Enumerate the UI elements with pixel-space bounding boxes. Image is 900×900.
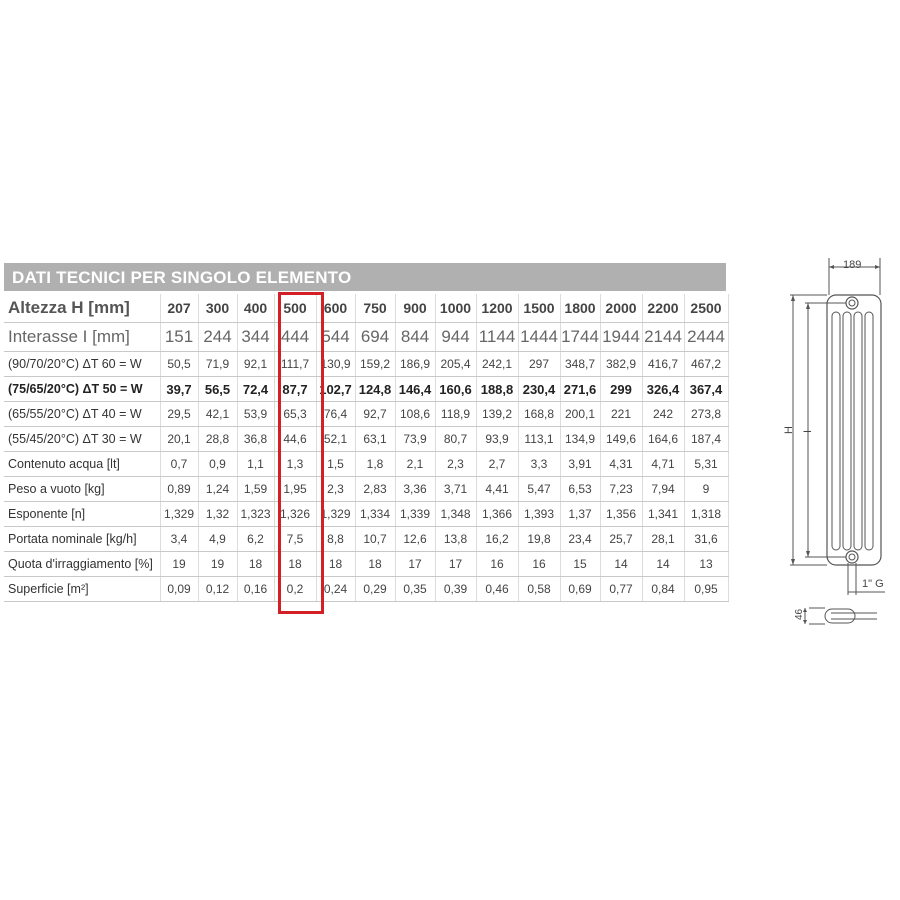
row-label: (55/45/20°C) ΔT 30 = W: [4, 427, 160, 452]
table-cell: 1,32: [198, 502, 237, 527]
table-row: [4, 402, 728, 427]
table-cell: 2144: [642, 323, 684, 352]
table-cell: 151: [160, 323, 198, 352]
table-cell: 118,9: [435, 402, 476, 427]
table-cell: 92,7: [355, 402, 395, 427]
table-cell: 4,31: [600, 452, 642, 477]
table-cell: 1944: [600, 323, 642, 352]
table-cell: 944: [435, 323, 476, 352]
table-cell: 2,3: [316, 477, 355, 502]
table-cell: 3,36: [395, 477, 435, 502]
table-row: [4, 352, 728, 377]
table-cell: 4,71: [642, 452, 684, 477]
table-cell: 17: [435, 552, 476, 577]
column-header: 750: [355, 294, 395, 323]
table-cell: 186,9: [395, 352, 435, 377]
table-cell: 344: [237, 323, 274, 352]
table-cell: 16,2: [476, 527, 518, 552]
table-row: [4, 427, 728, 452]
table-cell: 5,47: [518, 477, 560, 502]
table-cell: 25,7: [600, 527, 642, 552]
table-cell: 76,4: [316, 402, 355, 427]
table-cell: 1,8: [355, 452, 395, 477]
table-cell: 160,6: [435, 377, 476, 402]
table-cell: 299: [600, 377, 642, 402]
table-cell: 188,8: [476, 377, 518, 402]
table-row: [4, 552, 728, 577]
table-cell: 1,329: [160, 502, 198, 527]
table-cell: 382,9: [600, 352, 642, 377]
table-cell: 3,91: [560, 452, 600, 477]
column-header: 500: [274, 294, 316, 323]
row-label: Peso a vuoto [kg]: [4, 477, 160, 502]
table-cell: 242,1: [476, 352, 518, 377]
table-cell: 92,1: [237, 352, 274, 377]
table-cell: 13,8: [435, 527, 476, 552]
column-header: 600: [316, 294, 355, 323]
table-cell: 7,94: [642, 477, 684, 502]
table-row: [4, 577, 728, 602]
table-cell: 0,39: [435, 577, 476, 602]
row-label: (65/55/20°C) ΔT 40 = W: [4, 402, 160, 427]
table-cell: 19: [198, 552, 237, 577]
column-header: 900: [395, 294, 435, 323]
row-label: (75/65/20°C) ΔT 50 = W: [4, 377, 160, 402]
table-cell: 416,7: [642, 352, 684, 377]
table-cell: 50,5: [160, 352, 198, 377]
table-cell: 14: [642, 552, 684, 577]
table-cell: 65,3: [274, 402, 316, 427]
table-cell: 1444: [518, 323, 560, 352]
column-header: 400: [237, 294, 274, 323]
table-cell: 102,7: [316, 377, 355, 402]
table-cell: 1,323: [237, 502, 274, 527]
table-cell: 53,9: [237, 402, 274, 427]
table-cell: 844: [395, 323, 435, 352]
table-cell: 1744: [560, 323, 600, 352]
table-cell: 2,1: [395, 452, 435, 477]
table-cell: 17: [395, 552, 435, 577]
table-cell: 139,2: [476, 402, 518, 427]
table-cell: 2,7: [476, 452, 518, 477]
table-cell: 71,9: [198, 352, 237, 377]
column-header: 300: [198, 294, 237, 323]
table-cell: 73,9: [395, 427, 435, 452]
row-label: Portata nominale [kg/h]: [4, 527, 160, 552]
table-cell: 2,83: [355, 477, 395, 502]
table-cell: 1,326: [274, 502, 316, 527]
table-row: [4, 477, 728, 502]
table-cell: 1,5: [316, 452, 355, 477]
table-cell: 200,1: [560, 402, 600, 427]
table-cell: 29,5: [160, 402, 198, 427]
table-row: [4, 452, 728, 477]
table-cell: 1,393: [518, 502, 560, 527]
table-cell: 4,9: [198, 527, 237, 552]
table-cell: 2444: [684, 323, 728, 352]
table-cell: 1,334: [355, 502, 395, 527]
table-cell: 28,8: [198, 427, 237, 452]
table-cell: 6,53: [560, 477, 600, 502]
table-cell: 0,84: [642, 577, 684, 602]
table-cell: 113,1: [518, 427, 560, 452]
table-row: [4, 323, 728, 352]
table-cell: 15: [560, 552, 600, 577]
table-cell: 12,6: [395, 527, 435, 552]
table-cell: 1,37: [560, 502, 600, 527]
table-cell: 1144: [476, 323, 518, 352]
table-cell: 16: [518, 552, 560, 577]
table-cell: 56,5: [198, 377, 237, 402]
row-label: (90/70/20°C) ΔT 60 = W: [4, 352, 160, 377]
table-cell: 108,6: [395, 402, 435, 427]
table-cell: 63,1: [355, 427, 395, 452]
height-dimension-label: H: [783, 426, 795, 434]
table-row: [4, 377, 728, 402]
column-header: 1800: [560, 294, 600, 323]
table-cell: 5,31: [684, 452, 728, 477]
row-label: Interasse I [mm]: [4, 323, 160, 352]
table-cell: 1,348: [435, 502, 476, 527]
table-cell: 0,24: [316, 577, 355, 602]
table-cell: 326,4: [642, 377, 684, 402]
table-cell: 18: [316, 552, 355, 577]
table-cell: 7,5: [274, 527, 316, 552]
table-cell: 244: [198, 323, 237, 352]
table-cell: 0,69: [560, 577, 600, 602]
table-cell: 221: [600, 402, 642, 427]
table-cell: 31,6: [684, 527, 728, 552]
table-cell: 4,41: [476, 477, 518, 502]
table-cell: 19: [160, 552, 198, 577]
width-dimension-label: 189: [843, 259, 862, 271]
radiator-diagram: [765, 250, 890, 635]
table-cell: 1,318: [684, 502, 728, 527]
row-label: Altezza H [mm]: [4, 294, 160, 323]
table-cell: 1,3: [274, 452, 316, 477]
table-cell: 80,7: [435, 427, 476, 452]
table-cell: 28,1: [642, 527, 684, 552]
table-cell: 0,89: [160, 477, 198, 502]
column-header: 2500: [684, 294, 728, 323]
table-cell: 0,9: [198, 452, 237, 477]
table-cell: 444: [274, 323, 316, 352]
table-cell: 18: [274, 552, 316, 577]
row-label: Superficie [m²]: [4, 577, 160, 602]
table-cell: 149,6: [600, 427, 642, 452]
table-cell: 694: [355, 323, 395, 352]
table-title-bar: [4, 263, 726, 291]
table-cell: 20,1: [160, 427, 198, 452]
table-cell: 3,4: [160, 527, 198, 552]
table-cell: 1,329: [316, 502, 355, 527]
table-cell: 348,7: [560, 352, 600, 377]
table-cell: 72,4: [237, 377, 274, 402]
table-cell: 0,09: [160, 577, 198, 602]
highlighted-column-500: [278, 292, 324, 614]
connection-size-label: 1" G: [862, 578, 884, 590]
table-cell: 159,2: [355, 352, 395, 377]
column-header: 1000: [435, 294, 476, 323]
table-cell: 3,3: [518, 452, 560, 477]
table-cell: 0,95: [684, 577, 728, 602]
table-cell: 134,9: [560, 427, 600, 452]
table-cell: 19,8: [518, 527, 560, 552]
table-cell: 111,7: [274, 352, 316, 377]
row-label: Contenuto acqua [lt]: [4, 452, 160, 477]
table-cell: 271,6: [560, 377, 600, 402]
table-cell: 6,2: [237, 527, 274, 552]
table-cell: 1,24: [198, 477, 237, 502]
table-cell: 0,16: [237, 577, 274, 602]
table-cell: 367,4: [684, 377, 728, 402]
table-cell: 18: [355, 552, 395, 577]
table-cell: 168,8: [518, 402, 560, 427]
table-cell: 10,7: [355, 527, 395, 552]
table-cell: 1,1: [237, 452, 274, 477]
table-cell: 0,46: [476, 577, 518, 602]
table-cell: 124,8: [355, 377, 395, 402]
table-cell: 52,1: [316, 427, 355, 452]
table-cell: 1,339: [395, 502, 435, 527]
table-cell: 273,8: [684, 402, 728, 427]
table-cell: 42,1: [198, 402, 237, 427]
table-cell: 187,4: [684, 427, 728, 452]
row-label: Quota d'irraggiamento [%]: [4, 552, 160, 577]
table-cell: 1,356: [600, 502, 642, 527]
table-cell: 1,95: [274, 477, 316, 502]
table-cell: 1,341: [642, 502, 684, 527]
table-cell: 16: [476, 552, 518, 577]
table-cell: 0,58: [518, 577, 560, 602]
table-cell: 0,77: [600, 577, 642, 602]
table-cell: 1,366: [476, 502, 518, 527]
table-cell: 36,8: [237, 427, 274, 452]
table-cell: 297: [518, 352, 560, 377]
table-cell: 0,2: [274, 577, 316, 602]
column-header: 1200: [476, 294, 518, 323]
table-cell: 146,4: [395, 377, 435, 402]
table-cell: 93,9: [476, 427, 518, 452]
table-cell: 18: [237, 552, 274, 577]
table-cell: 3,71: [435, 477, 476, 502]
table-row: [4, 502, 728, 527]
table-cell: 467,2: [684, 352, 728, 377]
table-cell: 0,29: [355, 577, 395, 602]
center-distance-label: I: [802, 429, 814, 433]
table-cell: 7,23: [600, 477, 642, 502]
table-cell: 44,6: [274, 427, 316, 452]
table-cell: 14: [600, 552, 642, 577]
table-cell: 9: [684, 477, 728, 502]
column-header: 2000: [600, 294, 642, 323]
depth-dimension-label: 46: [794, 608, 805, 620]
table-cell: 242: [642, 402, 684, 427]
column-header: 1500: [518, 294, 560, 323]
table-cell: 2,3: [435, 452, 476, 477]
table-row: [4, 294, 728, 323]
table-cell: 205,4: [435, 352, 476, 377]
table-cell: 13: [684, 552, 728, 577]
table-cell: 164,6: [642, 427, 684, 452]
table-cell: 0,12: [198, 577, 237, 602]
table-cell: 0,35: [395, 577, 435, 602]
table-cell: 1,59: [237, 477, 274, 502]
column-header: 207: [160, 294, 198, 323]
table-cell: 39,7: [160, 377, 198, 402]
technical-data-table: [4, 294, 729, 602]
row-label: Esponente [n]: [4, 502, 160, 527]
table-cell: 230,4: [518, 377, 560, 402]
table-cell: 87,7: [274, 377, 316, 402]
table-cell: 0,7: [160, 452, 198, 477]
table-title: DATI TECNICI PER SINGOLO ELEMENTO: [12, 268, 352, 287]
table-cell: 8,8: [316, 527, 355, 552]
table-cell: 544: [316, 323, 355, 352]
column-header: 2200: [642, 294, 684, 323]
table-row: [4, 527, 728, 552]
table-cell: 130,9: [316, 352, 355, 377]
table-cell: 23,4: [560, 527, 600, 552]
